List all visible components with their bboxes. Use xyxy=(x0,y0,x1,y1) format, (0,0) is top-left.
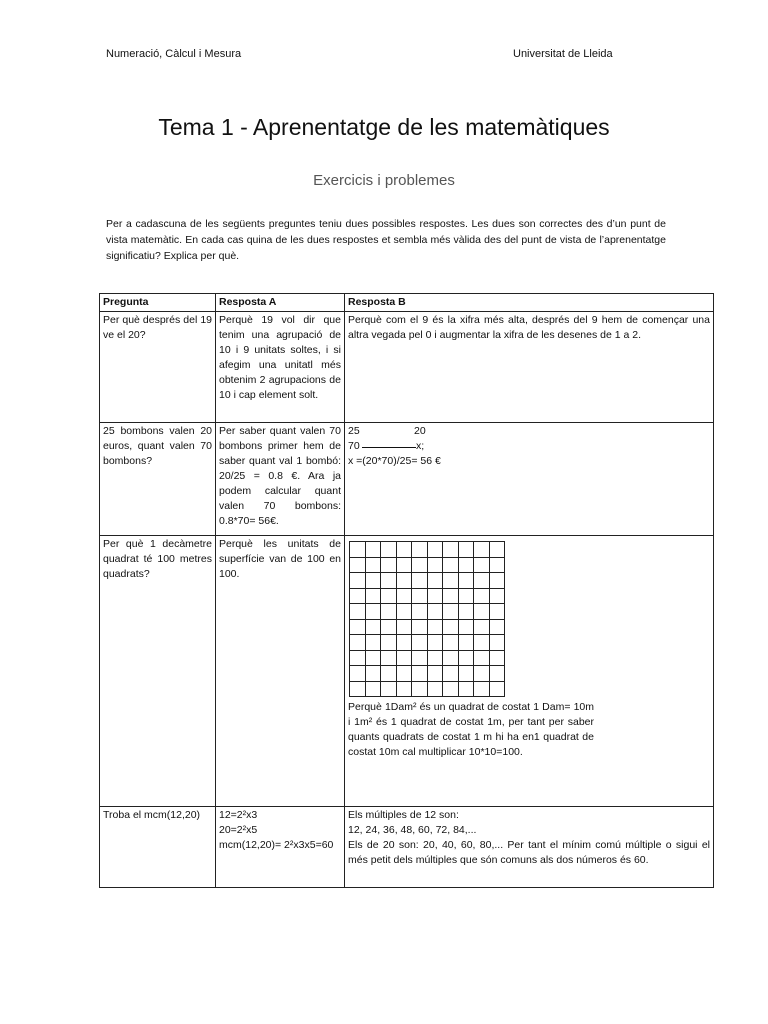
grid-cell xyxy=(350,604,366,620)
grid-cell xyxy=(366,620,382,636)
cell-resposta-a: Perquè les unitats de superfície van de 100 en 100. xyxy=(216,536,345,807)
grid-cell xyxy=(366,558,382,574)
table-row xyxy=(100,807,714,888)
grid-cell xyxy=(459,651,475,667)
grid-cell xyxy=(459,604,475,620)
cell-pregunta: Troba el mcm(12,20) xyxy=(100,807,216,888)
grid-cell xyxy=(459,666,475,682)
grid-cell xyxy=(381,604,397,620)
grid-cell xyxy=(474,589,490,605)
grid-explanation: Perquè 1Dam² és un quadrat de costat 1 Dam= 10m i 1m² és 1 quadrat de costat 1m, per tant per saber quants quadrats de costat 1 m hi ha en1 quadrat de costat 10m cal multiplicar 10*10=100. xyxy=(348,701,594,758)
grid-cell xyxy=(428,666,444,682)
grid-cell xyxy=(459,589,475,605)
grid-cell xyxy=(366,589,382,605)
cell-resposta-a: 12=2²x3 20=2²x5 mcm(12,20)= 2²x3x5=60 xyxy=(216,807,345,888)
grid-cell xyxy=(428,558,444,574)
grid-cell xyxy=(490,682,506,698)
ratio-bottom-left: 70 xyxy=(348,440,360,452)
intro-paragraph: Per a cadascuna de les següents preguntes teniu dues possibles respostes. Les dues son correctes des d’un punt de vista matemàtic. En cada cas quina de les dues respostes et sembla més vàlida des del punt de vista de l’aprenentatge significatiu? Explica per què. xyxy=(106,218,666,262)
grid-cell xyxy=(443,682,459,698)
grid-cell xyxy=(443,558,459,574)
grid-cell xyxy=(443,542,459,558)
grid-cell xyxy=(428,620,444,636)
grid-cell xyxy=(459,542,475,558)
grid-cell xyxy=(412,682,428,698)
grid-cell xyxy=(350,589,366,605)
grid-cell xyxy=(366,635,382,651)
grid-cell xyxy=(490,573,506,589)
grid-cell xyxy=(412,620,428,636)
grid-cell xyxy=(412,573,428,589)
grid-cell xyxy=(443,573,459,589)
cell-resposta-b xyxy=(345,536,714,807)
cell-resposta-a: Per saber quant valen 70 bombons primer hem de saber quant val 1 bombó: 20/25 = 0.8 €. Ara ja podem calcular quant valen 70 bombons: 0.8*70= 56€. xyxy=(216,423,345,536)
grid-cell xyxy=(397,651,413,667)
grid-cell xyxy=(428,682,444,698)
grid-cell xyxy=(490,542,506,558)
grid-cell xyxy=(381,542,397,558)
grid-cell xyxy=(397,635,413,651)
grid-cell xyxy=(459,620,475,636)
cell-pregunta: 25 bombons valen 20 euros, quant valen 70 bombons? xyxy=(100,423,216,536)
grid-cell xyxy=(412,558,428,574)
grid-cell xyxy=(412,542,428,558)
grid-cell xyxy=(366,666,382,682)
grid-cell xyxy=(350,573,366,589)
grid-cell xyxy=(428,604,444,620)
grid-cell xyxy=(381,682,397,698)
ratio-top-right: 20 xyxy=(414,425,426,437)
grid-cell xyxy=(412,651,428,667)
grid-cell xyxy=(381,651,397,667)
grid-cell xyxy=(350,558,366,574)
grid-cell xyxy=(366,573,382,589)
table-row xyxy=(100,536,714,807)
header-pregunta: Pregunta xyxy=(100,294,216,312)
grid-cell xyxy=(490,666,506,682)
grid-cell xyxy=(397,558,413,574)
grid-cell xyxy=(366,682,382,698)
grid-cell xyxy=(397,542,413,558)
grid-cell xyxy=(350,620,366,636)
grid-cell xyxy=(350,682,366,698)
grid-cell xyxy=(428,589,444,605)
cell-pregunta: Per què 1 decàmetre quadrat té 100 metres quadrats? xyxy=(100,536,216,807)
grid-cell xyxy=(397,604,413,620)
header-university: Universitat de Lleida xyxy=(513,48,613,60)
header-course: Numeració, Càlcul i Mesura xyxy=(106,48,242,60)
grid-cell xyxy=(428,635,444,651)
grid-cell xyxy=(474,651,490,667)
cell-resposta-b: Perquè com el 9 és la xifra més alta, després del 9 hem de començar una altra vegada pel 0 i augmentar la xifra de les desenes de 1 a 2. xyxy=(345,312,714,423)
grid-cell xyxy=(459,635,475,651)
table-header-row xyxy=(100,294,714,312)
grid-cell xyxy=(459,682,475,698)
grid-cell xyxy=(397,682,413,698)
grid-cell xyxy=(412,604,428,620)
grid-cell xyxy=(490,604,506,620)
grid-cell xyxy=(397,620,413,636)
ratio-top-left: 25 xyxy=(348,425,360,437)
grid-cell xyxy=(381,620,397,636)
grid-cell xyxy=(490,651,506,667)
grid-cell xyxy=(443,604,459,620)
cell-pregunta: Per què després del 19 ve el 20? xyxy=(100,312,216,423)
square-grid-diagram xyxy=(349,541,505,697)
grid-cell xyxy=(381,635,397,651)
ratio-bottom-row xyxy=(348,439,710,454)
grid-cell xyxy=(412,666,428,682)
grid-cell xyxy=(459,558,475,574)
page-subtitle: Exercicis i problemes xyxy=(313,172,455,189)
cell-resposta-b xyxy=(345,423,714,536)
grid-cell xyxy=(428,651,444,667)
grid-cell xyxy=(474,620,490,636)
cell-resposta-b: Els múltiples de 12 son: 12, 24, 36, 48, 60, 72, 84,... Els de 20 son: 20, 40, 60, 80,... Per tant el mínim comú múltiple o sigui el més petit dels múltiples que són comuns als dos números és 60. xyxy=(345,807,714,888)
ratio-bottom-right: x; xyxy=(416,440,425,452)
grid-cell xyxy=(381,573,397,589)
grid-cell xyxy=(474,666,490,682)
grid-cell xyxy=(459,573,475,589)
grid-cell xyxy=(428,573,444,589)
cell-resposta-a: Perquè 19 vol dir que tenim una agrupació de 10 i 9 unitats soltes, i si afegim una unitatl més obtenim 2 agrupacions de 10 i cap element solt. xyxy=(216,312,345,423)
grid-cell xyxy=(474,635,490,651)
grid-cell xyxy=(443,589,459,605)
ratio-arrow-line xyxy=(362,447,416,448)
grid-cell xyxy=(490,635,506,651)
grid-cell xyxy=(397,573,413,589)
grid-cell xyxy=(474,542,490,558)
grid-cell xyxy=(490,558,506,574)
grid-cell xyxy=(350,635,366,651)
grid-cell xyxy=(412,589,428,605)
grid-cell xyxy=(350,542,366,558)
grid-cell xyxy=(474,604,490,620)
grid-cell xyxy=(474,558,490,574)
grid-cell xyxy=(443,620,459,636)
grid-cell xyxy=(397,589,413,605)
grid-cell xyxy=(350,651,366,667)
header-resposta-a: Resposta A xyxy=(216,294,345,312)
grid-cell xyxy=(366,542,382,558)
grid-cell xyxy=(366,651,382,667)
grid-cell xyxy=(490,589,506,605)
grid-cell xyxy=(443,635,459,651)
table-row xyxy=(100,312,714,423)
grid-cell xyxy=(443,651,459,667)
grid-cell xyxy=(412,635,428,651)
grid-cell xyxy=(350,666,366,682)
questions-table xyxy=(99,293,714,888)
header-resposta-b: Resposta B xyxy=(345,294,714,312)
ratio-top-row xyxy=(348,424,710,439)
grid-cell xyxy=(381,558,397,574)
table-row xyxy=(100,423,714,536)
grid-cell xyxy=(474,573,490,589)
grid-cell xyxy=(381,666,397,682)
grid-cell xyxy=(474,682,490,698)
grid-cell xyxy=(397,666,413,682)
ratio-formula: x =(20*70)/25= 56 € xyxy=(348,455,441,467)
grid-cell xyxy=(428,542,444,558)
grid-cell xyxy=(443,666,459,682)
grid-cell xyxy=(381,589,397,605)
grid-cell xyxy=(366,604,382,620)
grid-cell xyxy=(490,620,506,636)
page-title: Tema 1 - Aprenentatge de les matemàtiques xyxy=(158,114,610,140)
